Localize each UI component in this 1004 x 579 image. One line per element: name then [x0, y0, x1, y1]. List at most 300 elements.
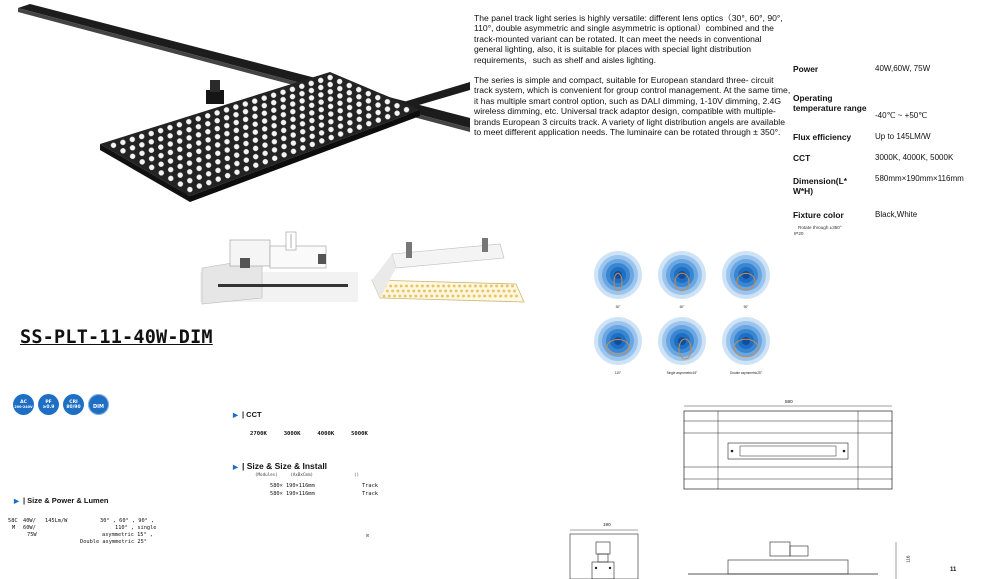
lens-dot: [281, 136, 286, 141]
lens-dot: [262, 111, 267, 116]
beam-diagram: [722, 317, 770, 375]
cct-value: 2700K: [250, 431, 267, 437]
lens-dot: [290, 101, 295, 106]
lens-dot: [234, 161, 239, 166]
lens-dot: [375, 95, 380, 100]
lens-dot: [356, 102, 361, 107]
lens-dot: [262, 126, 267, 131]
lens-dot: [309, 118, 314, 123]
led-dot: [437, 285, 440, 288]
led-dot: [453, 285, 456, 288]
led-dot: [502, 290, 505, 293]
lens-dot: [291, 125, 296, 130]
lens-dot: [290, 117, 295, 122]
rotation-note-text: Rotate through ±350°: [798, 225, 842, 230]
lens-dot: [158, 153, 163, 158]
led-dot: [418, 290, 421, 293]
led-dot: [508, 290, 511, 293]
cct-value: 5000K: [351, 431, 368, 437]
led-dot: [478, 295, 481, 298]
spec-value: 40W,60W, 75W: [875, 64, 931, 73]
led-dot: [474, 285, 477, 288]
lens-dot: [187, 178, 192, 183]
lens-dot: [262, 103, 267, 108]
lens-dot: [290, 87, 295, 92]
lens-dot: [262, 118, 267, 123]
led-dot: [442, 285, 445, 288]
lens-dot: [281, 144, 286, 149]
panel-underside-image: [366, 236, 526, 308]
power-col-optics-c: asymmetric 15° ,: [102, 532, 154, 538]
lens-dot: [280, 90, 285, 95]
lens-dot: [243, 133, 248, 138]
led-dot: [386, 290, 389, 293]
lens-dot: [300, 98, 305, 103]
lens-dot: [309, 95, 314, 100]
lens-dot: [187, 169, 192, 174]
lens-dot: [310, 142, 315, 147]
lens-dot: [177, 138, 182, 143]
lens-dot: [205, 129, 210, 134]
lens-dot: [272, 147, 277, 152]
lens-dot: [177, 122, 182, 127]
lens-dot: [224, 131, 229, 136]
lens-dot: [347, 83, 352, 88]
beam-diagram: [594, 251, 642, 309]
lens-dot: [328, 96, 333, 101]
lens-dot: [310, 126, 315, 131]
lens-dot: [225, 173, 230, 178]
lens-dot: [243, 109, 248, 114]
lens-dot: [338, 124, 343, 129]
cct-value: 3000K: [283, 431, 301, 437]
led-dot: [404, 295, 407, 298]
size-subheader-dimensions: (AxBxCmm): [290, 472, 314, 477]
lens-dot: [187, 161, 192, 166]
spec-row: [790, 168, 1000, 204]
lens-dot: [177, 155, 182, 160]
led-dot: [396, 290, 399, 293]
lens-dot: [253, 146, 258, 151]
lens-dot: [319, 107, 324, 112]
lens-dot: [149, 165, 154, 170]
lens-dot: [357, 109, 362, 114]
lens-dot: [158, 128, 163, 133]
lens-dot: [253, 130, 258, 135]
lens-dot: [366, 91, 371, 96]
beam-diagram: [658, 251, 706, 309]
lens-dot: [366, 98, 371, 103]
bullet-triangle-icon: ▶: [233, 412, 238, 419]
lens-dot: [205, 113, 210, 118]
lens-dot: [338, 131, 343, 136]
lens-dot: [253, 138, 258, 143]
lens-dot: [196, 149, 201, 154]
power-col-watt-b: 60W/: [23, 525, 36, 531]
lens-dot: [215, 118, 220, 123]
lens-dot: [216, 177, 221, 182]
led-dot: [449, 290, 452, 293]
power-lumen-heading: [14, 496, 108, 505]
lens-dot: [206, 180, 211, 185]
bullet-triangle-icon: ▶: [233, 464, 238, 471]
lens-dot: [243, 125, 248, 130]
lens-dot: [366, 106, 371, 111]
lens-dot: [178, 181, 183, 186]
lens-dot: [168, 158, 173, 163]
spec-row: [790, 126, 1000, 147]
led-dot: [430, 295, 433, 298]
beam-angle-label: 60°: [679, 305, 685, 309]
lens-dot: [272, 139, 277, 144]
led-dot: [462, 295, 465, 298]
beam-diagram: [722, 251, 770, 309]
lens-dot: [309, 81, 314, 86]
rotation-note: [794, 225, 842, 237]
spec-label: Power: [793, 63, 819, 74]
led-dot: [492, 290, 495, 293]
lens-dot: [404, 107, 409, 112]
lens-dot: [187, 144, 192, 149]
lens-dot: [225, 147, 230, 152]
lens-dot: [337, 79, 342, 84]
lens-dot: [111, 143, 116, 148]
led-dot: [423, 290, 426, 293]
lens-dot: [319, 138, 324, 143]
spec-value: -40℃ ~ +50℃: [875, 111, 928, 120]
size-row-1-size: 580× 190×116mm: [270, 483, 315, 489]
size-row-2-size: 580× 190×116mm: [270, 491, 315, 497]
led-dot: [460, 290, 463, 293]
lens-dot: [272, 123, 277, 128]
lens-dot: [338, 108, 343, 113]
drawing-height-label: 116: [905, 555, 911, 563]
power-col-model-b: M: [12, 525, 16, 531]
lens-dot: [290, 94, 295, 99]
product-hero-image: [0, 0, 470, 230]
lens-dot: [328, 89, 333, 94]
lens-dot: [120, 148, 125, 153]
led-dot: [469, 285, 472, 288]
badge-label: PF: [45, 399, 52, 405]
lens-dot: [234, 136, 239, 141]
lens-dot: [329, 135, 334, 140]
spec-value: 3000K, 4000K, 5000K: [875, 153, 954, 162]
lens-dot: [299, 91, 304, 96]
stray-mark: ⊠: [366, 533, 370, 539]
lens-dot: [196, 116, 201, 121]
lens-dot: [168, 141, 173, 146]
lens-dot: [130, 145, 135, 150]
lens-dot: [215, 142, 220, 147]
led-dot: [400, 285, 403, 288]
led-dot: [473, 295, 476, 298]
led-dot: [479, 285, 482, 288]
lens-dot: [356, 87, 361, 92]
ip-rating-text: IP20: [794, 231, 804, 236]
lens-dot: [130, 154, 135, 159]
lens-dot: [120, 140, 125, 145]
lens-dot: [318, 78, 323, 83]
side-dimension-drawing: [560, 520, 980, 579]
lens-dot: [291, 132, 296, 137]
lens-dot: [272, 156, 277, 161]
lens-dot: [347, 90, 352, 95]
lens-dot: [366, 113, 371, 118]
badge-value: 80/90: [66, 404, 81, 410]
lens-dot: [263, 151, 268, 156]
lens-dot: [178, 173, 183, 178]
lens-dot: [196, 140, 201, 145]
beam-diagram: [594, 317, 642, 375]
lens-dot: [139, 142, 144, 147]
led-dot: [487, 290, 490, 293]
lens-dot: [394, 103, 399, 108]
drawing-width-label: 580: [785, 399, 793, 404]
power-col-watt-c: 75W: [27, 532, 37, 538]
dimmable-badge: [88, 394, 109, 415]
badge-value: 200-240V: [14, 404, 33, 409]
beam-angle-label: 110°: [614, 371, 622, 375]
led-dot: [383, 295, 386, 298]
power-col-efficacy: 145Lm/W: [45, 518, 68, 524]
lens-dot: [271, 115, 276, 120]
lens-dot: [385, 114, 390, 119]
lens-dot: [206, 137, 211, 142]
lens-dot: [244, 158, 249, 163]
lens-dot: [168, 176, 173, 181]
lens-dot: [281, 128, 286, 133]
led-dot: [393, 295, 396, 298]
lens-dot: [206, 171, 211, 176]
lens-dot: [347, 112, 352, 117]
lens-dot: [271, 108, 276, 113]
lens-dot: [376, 118, 381, 123]
lens-dot: [234, 120, 239, 125]
badge-value: ≥0.9: [42, 404, 55, 410]
beam-diagram: [658, 317, 706, 375]
lens-dot: [140, 159, 145, 164]
led-dot: [416, 285, 419, 288]
lens-dot: [262, 143, 267, 148]
lens-dot: [187, 187, 192, 192]
lens-dot: [215, 159, 220, 164]
led-dot: [405, 285, 408, 288]
lens-dot: [357, 125, 362, 130]
beam-angle-diagrams: [586, 243, 786, 383]
led-dot: [467, 295, 470, 298]
led-dot: [428, 290, 431, 293]
power-lumen-heading-text: | Size & Power & Lumen: [23, 496, 109, 505]
model-number-title: SS-PLT-11-40W-DIM: [20, 327, 213, 348]
lens-dot: [281, 105, 286, 110]
lens-dot: [234, 144, 239, 149]
led-dot: [389, 285, 392, 288]
lens-dot: [158, 136, 163, 141]
led-dot: [412, 290, 415, 293]
lens-dot: [337, 101, 342, 106]
size-subheader: [255, 472, 313, 478]
led-dot: [455, 290, 458, 293]
led-dot: [506, 285, 509, 288]
led-dot: [511, 285, 514, 288]
power-col-model-a: 58C: [8, 518, 18, 524]
lens-dot: [215, 110, 220, 115]
size-subheader-install: (): [354, 472, 360, 477]
led-dot: [436, 295, 439, 298]
lens-dot: [234, 128, 239, 133]
lens-dot: [300, 145, 305, 150]
lens-dot: [282, 152, 287, 157]
led-dot: [500, 285, 503, 288]
led-dot: [465, 290, 468, 293]
lens-dot: [233, 112, 238, 117]
ac-voltage-badge: [13, 394, 34, 415]
led-dot: [398, 295, 401, 298]
size-install-heading: [233, 461, 327, 471]
led-dot: [421, 285, 424, 288]
led-dot: [457, 295, 460, 298]
spec-value: Up to 145LM/W: [875, 132, 931, 141]
spec-value: Black,White: [875, 210, 918, 219]
lens-dot: [215, 134, 220, 139]
lens-dot: [197, 175, 202, 180]
lens-dot: [318, 92, 323, 97]
lens-dot: [187, 152, 192, 157]
lens-dot: [271, 93, 276, 98]
lens-dot: [319, 115, 324, 120]
lens-dot: [206, 163, 211, 168]
spec-row: [790, 58, 1000, 79]
lens-dot: [233, 104, 238, 109]
led-dot: [495, 285, 498, 288]
lens-dot: [328, 75, 333, 80]
lens-dot: [244, 149, 249, 154]
lens-dot: [300, 129, 305, 134]
lens-dot: [263, 159, 268, 164]
lens-dot: [130, 137, 135, 142]
lens-dot: [347, 128, 352, 133]
track-adapter-image: [200, 228, 358, 308]
lens-dot: [376, 110, 381, 115]
lens-dot: [178, 164, 183, 169]
led-dot: [489, 295, 492, 298]
lens-dot: [366, 121, 371, 126]
spec-label: Dimension(L* W*H): [793, 176, 847, 196]
lens-dot: [300, 106, 305, 111]
spec-label: CCT: [793, 152, 811, 163]
led-dot: [485, 285, 488, 288]
lens-dot: [262, 96, 267, 101]
power-col-optics-b: 110° , single: [115, 525, 157, 531]
cct-heading-text: | CCT: [242, 410, 262, 419]
size-row-1-install: Track: [362, 483, 378, 489]
lens-dot: [149, 148, 154, 153]
front-dimension-drawing: [678, 397, 898, 497]
led-dot: [499, 295, 502, 298]
led-dot: [513, 290, 516, 293]
lens-dot: [347, 105, 352, 110]
lens-dot: [300, 121, 305, 126]
lens-dot: [215, 151, 220, 156]
led-dot: [451, 295, 454, 298]
led-dot: [432, 285, 435, 288]
cri-badge: [63, 394, 84, 415]
product-description: [474, 13, 792, 147]
badge-label: CRI: [69, 399, 78, 405]
spec-row: [790, 147, 1000, 168]
power-col-watt-a: 40W/: [23, 518, 36, 524]
lens-dot: [375, 102, 380, 107]
lens-dot: [215, 126, 220, 131]
bullet-triangle-icon: ▶: [14, 498, 19, 505]
spec-label: Flux efficiency: [793, 131, 852, 142]
lens-dot: [290, 109, 295, 114]
lens-dot: [356, 94, 361, 99]
lens-dot: [385, 107, 390, 112]
drawing-depth-label: 190: [603, 522, 611, 527]
lens-dot: [328, 119, 333, 124]
led-dot: [439, 290, 442, 293]
led-dot: [410, 285, 413, 288]
lens-dot: [253, 163, 258, 168]
lens-dot: [158, 145, 163, 150]
led-dot: [504, 295, 507, 298]
lens-dot: [186, 127, 191, 132]
lens-dot: [319, 100, 324, 105]
lens-dot: [271, 100, 276, 105]
lens-dot: [300, 137, 305, 142]
lens-dot: [310, 134, 315, 139]
lens-dot: [385, 99, 390, 104]
power-factor-badge: [38, 394, 59, 415]
badge-label: AC: [20, 399, 27, 405]
lens-dot: [177, 147, 182, 152]
lens-dot: [234, 170, 239, 175]
lens-dot: [272, 131, 277, 136]
lens-dot: [328, 104, 333, 109]
led-dot: [458, 285, 461, 288]
led-dot: [388, 295, 391, 298]
lens-dot: [328, 82, 333, 87]
lens-dot: [347, 97, 352, 102]
lens-dot: [252, 106, 257, 111]
lens-dot: [395, 111, 400, 116]
led-dot: [494, 295, 497, 298]
lens-dot: [206, 146, 211, 151]
lens-dot: [243, 117, 248, 122]
lens-dot: [149, 131, 154, 136]
lens-dot: [357, 117, 362, 122]
lens-dot: [197, 166, 202, 171]
lens-dot: [159, 162, 164, 167]
badge-label: DIM: [93, 404, 104, 410]
spec-value: 580mm×190mm×116mm: [875, 174, 964, 183]
beam-angle-label: Single asymmetric15°: [666, 371, 698, 375]
led-dot: [447, 285, 450, 288]
beam-angle-label: 90°: [743, 305, 749, 309]
lens-dot: [309, 88, 314, 93]
spec-label: Fixture color: [793, 209, 844, 220]
cct-value: 4000K: [317, 431, 335, 437]
spec-table: [790, 58, 1000, 225]
lens-dot: [262, 134, 267, 139]
lens-dot: [196, 124, 201, 129]
lens-dot: [168, 167, 173, 172]
power-col-optics-a: 30° , 60° , 90° ,: [100, 518, 155, 524]
lens-dot: [338, 116, 343, 121]
lens-dot: [252, 114, 257, 119]
